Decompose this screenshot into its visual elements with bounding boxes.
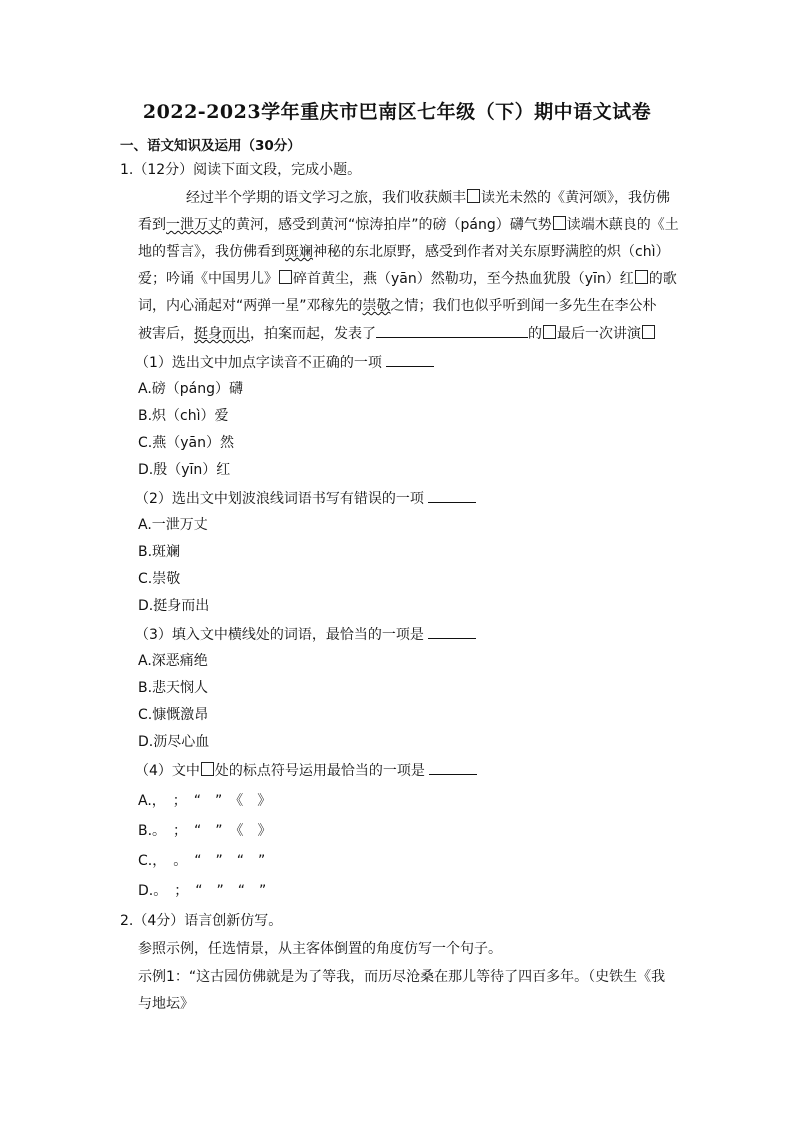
answer-blank xyxy=(428,624,476,639)
option: B.斑斓 xyxy=(138,544,181,560)
option: C.燕（yān）然 xyxy=(138,435,234,451)
question-1-stem: 1.（12分）阅读下面文段，完成小题。 xyxy=(120,162,362,178)
option: D.挺身而出 xyxy=(138,598,210,614)
wavy-word: 挺身而出 xyxy=(194,326,250,342)
option: B.悲天悯人 xyxy=(138,680,209,696)
question-2-stem: 2.（4分）语言创新仿写。 xyxy=(120,913,283,929)
punctuation-box xyxy=(635,270,648,284)
option: A.， ； “ ” 《 》 xyxy=(138,793,272,809)
option: D.沥尽心血 xyxy=(138,734,210,750)
option: D.殷（yīn）红 xyxy=(138,462,231,478)
wavy-word: 一泄万丈 xyxy=(166,217,222,233)
punctuation-box xyxy=(467,189,480,203)
subquestion-2: （2）选出文中划波浪线词语书写有错误的一项 xyxy=(135,488,476,509)
punctuation-box xyxy=(553,216,566,230)
option: D.。 ； “ ” “ ” xyxy=(138,883,267,899)
punctuation-box xyxy=(642,325,655,339)
option: B.。 ； “ ” 《 》 xyxy=(138,823,272,839)
wavy-word: 斑斓 xyxy=(285,244,313,260)
subquestion-3: （3）填入文中横线处的词语，最恰当的一项是 xyxy=(135,624,476,645)
answer-blank xyxy=(429,760,477,775)
option: C.崇敬 xyxy=(138,571,181,587)
answer-blank xyxy=(386,352,434,367)
answer-blank xyxy=(376,323,528,338)
option: A.一泄万丈 xyxy=(138,517,208,533)
option: B.炽（chì）爱 xyxy=(138,408,229,424)
option: C.， 。 “ ” “ ” xyxy=(138,853,266,869)
punctuation-box xyxy=(201,762,214,776)
punctuation-box xyxy=(279,270,292,284)
example-line-2: 与地坛》 xyxy=(138,996,194,1012)
passage-line-5: 词，内心涌起对“两弹一星”邓稼先的崇敬之情；我们也似乎听到闻一多先生在李公朴 xyxy=(138,298,657,314)
answer-blank xyxy=(428,488,476,503)
example-line-1: 示例1：“这古园仿佛就是为了等我，而历尽沧桑在那儿等待了四百多年。（史铁生《我 xyxy=(138,969,666,985)
option: C.慷慨激昂 xyxy=(138,707,209,723)
option: A.深恶痛绝 xyxy=(138,653,208,669)
question-2-instruction: 参照示例，任选情景，从主客体倒置的角度仿写一个句子。 xyxy=(138,941,502,957)
subquestion-4: （4）文中 处的标点符号运用最恰当的一项是 xyxy=(135,760,477,781)
passage-line-4: 爱；吟诵《中国男儿》 碎首黄尘，燕（yān）然勒功，至今热血犹殷（yīn）红 的歌 xyxy=(138,271,677,287)
passage-line-6: 被害后，挺身而出，拍案而起，发表了 的 最后一次讲演 xyxy=(138,323,656,344)
subquestion-1: （1）选出文中加点字读音不正确的一项 xyxy=(135,352,434,373)
punctuation-box xyxy=(543,325,556,339)
wavy-word: 崇敬 xyxy=(362,298,391,314)
passage-line-1: 经过半个学期的语文学习之旅，我们收获颇丰 读光未然的《黄河颂》，我仿佛 xyxy=(186,190,670,206)
option: A.磅（páng）礴 xyxy=(138,381,244,397)
section-heading: 一、语文知识及运用（30分） xyxy=(120,138,301,154)
passage-line-2: 看到一泄万丈的黄河，感受到黄河“惊涛拍岸”的磅（páng）礴气势 读端木蕻良的《土 xyxy=(138,217,679,233)
passage-line-3: 地的誓言》，我仿佛看到斑斓神秘的东北原野，感受到作者对关东原野满腔的炽（chì） xyxy=(138,244,670,260)
page-title: 2022-2023学年重庆市巴南区七年级（下）期中语文试卷 xyxy=(142,101,652,123)
